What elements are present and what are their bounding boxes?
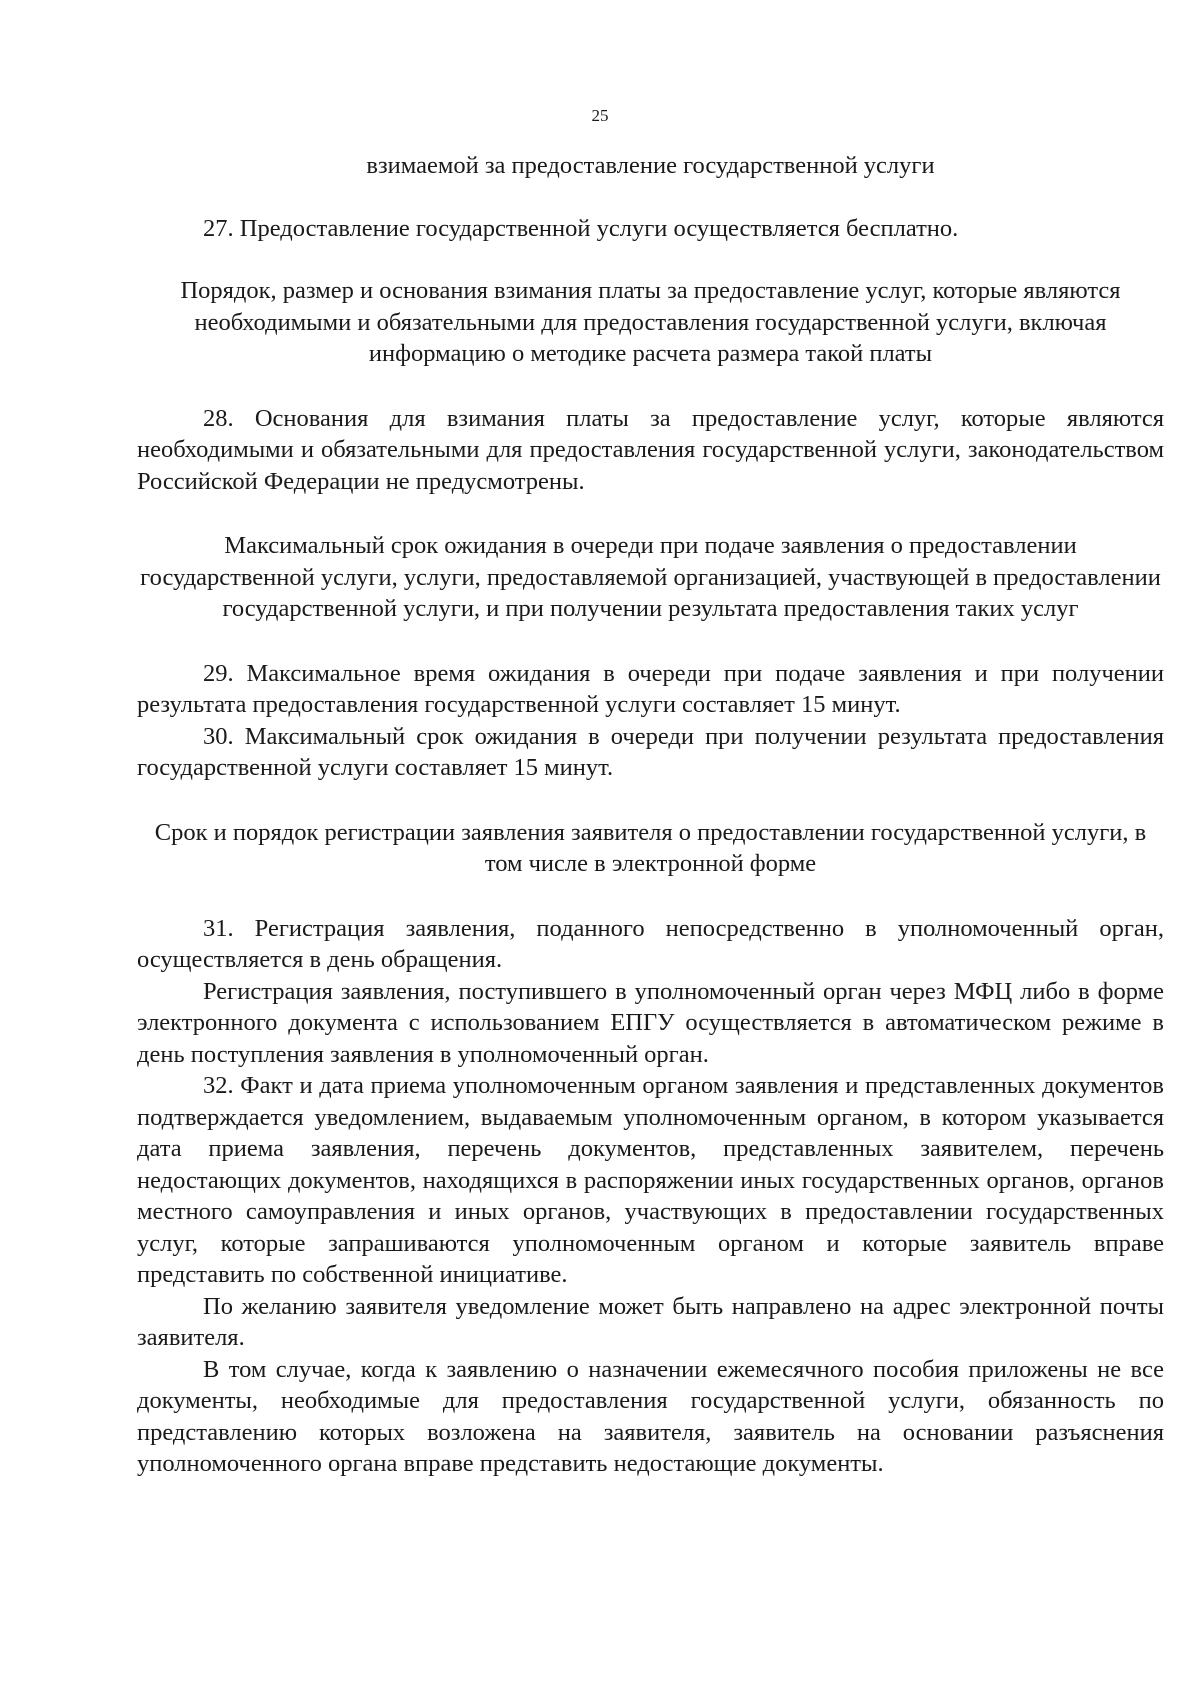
section-heading-fee-order: Порядок, размер и основания взимания платы за предоставление услуг, которые являются необходимыми и обязательными для предоставления государственной услуги, включая информацию о методике расчета размера такой платы [180,277,1121,367]
page-number: 25 [591,106,609,125]
paragraph-31: 31. Регистрация заявления, поданного непосредственно в уполномоченный орган, осуществляется в день обращения. [137,914,1164,973]
paragraph-32-missing-documents: В том случае, когда к заявлению о назначении ежемесячного пособия приложены не все документы, необходимые для предоставления государственной услуги, обязанность по представлению которых возложена на заявителя, заявитель на основании разъяснения уполномоченного органа вправе представить недостающие документы. [137,1355,1164,1477]
paragraph-30: 30. Максимальный срок ожидания в очереди при получении результата предоставления государственной услуги составляет 15 минут. [137,722,1164,781]
paragraph-27: 27. Предоставление государственной услуги осуществляется бесплатно. [203,214,959,242]
paragraph-28: 28. Основания для взимания платы за предоставление услуг, которые являются необходимыми и обязательными для предоставления государственной услуги, законодательством Российской Федерации не предусмотрены. [137,404,1164,495]
paragraph-32: 32. Факт и дата приема уполномоченным органом заявления и представленных документов подтверждается уведомлением, выдаваемым уполномоченным органом, в котором указывается дата приема заявления, перечень документов, представленных заявителем, перечень недостающих документов, находящихся в распоряжении иных государственных органов, органов местного самоуправления и иных органов, участвующих в предоставлении государственных услуг, которые запрашиваются уполномоченным органом и которые заявитель вправе представить по собственной инициативе. [137,1072,1164,1288]
paragraph-29: 29. Максимальное время ожидания в очереди при подаче заявления и при получении результата предоставления государственной услуги составляет 15 минут. [137,659,1164,718]
paragraph-31-registration-mfc: Регистрация заявления, поступившего в уполномоченный орган через МФЦ либо в форме электронного документа с использованием ЕПГУ осуществляется в автоматическом режиме в день поступления заявления в уполномоченный орган. [137,977,1164,1068]
paragraph-32-email: По желанию заявителя уведомление может быть направлено на адрес электронной почты заявителя. [137,1292,1164,1351]
section-heading-queue-time: Максимальный срок ожидания в очереди при подаче заявления о предоставлении государственной услуги, услуги, предоставляемой организацией, участвующей в предоставлении государственной услуги, и при получении результата предоставления таких услуг [140,532,1161,622]
section-heading-registration: Срок и порядок регистрации заявления заявителя о предоставлении государственной услуги, в том числе в электронной форме [154,818,1147,877]
document-body [137,150,1164,1480]
section-heading-fee: взимаемой за предоставление государственной услуги [366,152,935,179]
